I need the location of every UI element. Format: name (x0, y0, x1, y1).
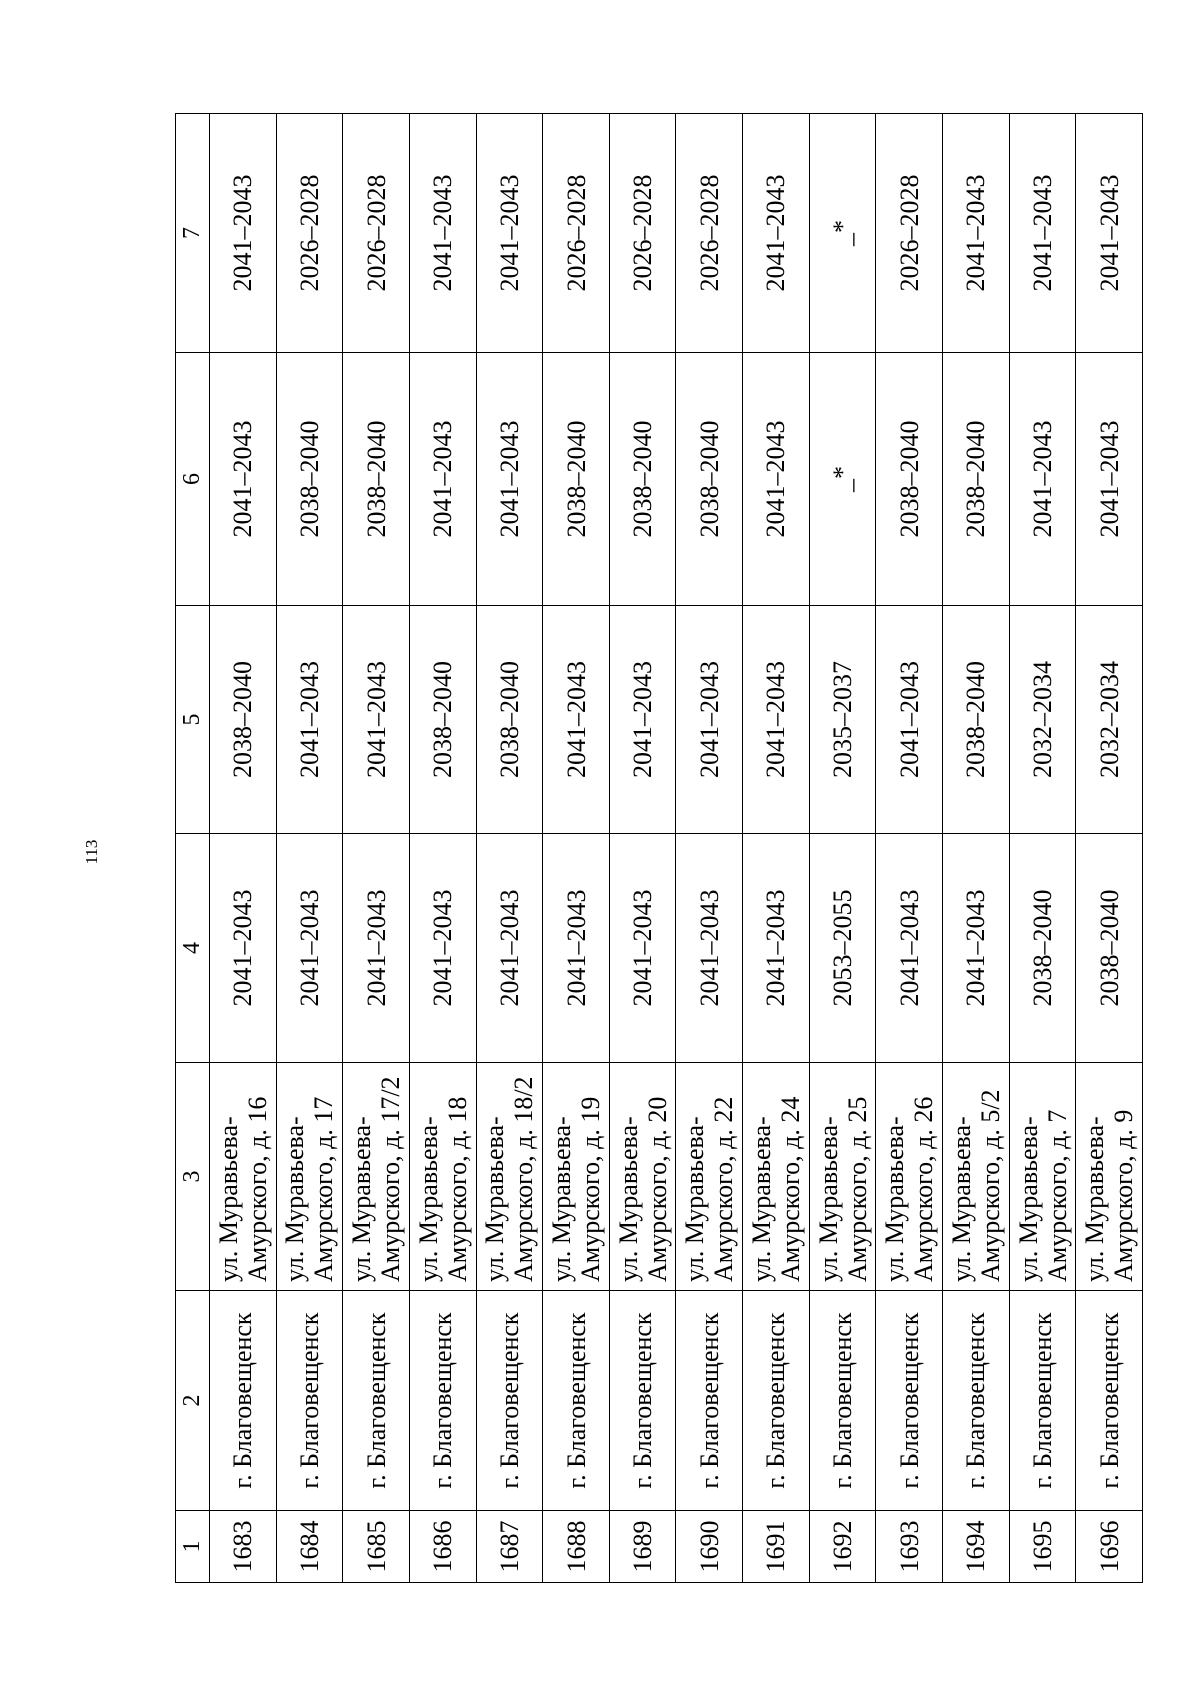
period-cell-col5: 2041–2043 (343, 606, 410, 834)
address-street-line: ул. Муравьева- (880, 1116, 910, 1282)
row-number-cell: 1696 (1076, 1511, 1143, 1583)
period-cell-col7: 2041–2043 (943, 114, 1010, 353)
period-cell-col4: 2041–2043 (676, 834, 743, 1063)
period-cell-col4: 2041–2043 (876, 834, 943, 1063)
period-cell-col6: 2038–2040 (276, 353, 343, 606)
table-row (409, 114, 476, 1583)
period-cell-col4: 2053–2055 (809, 834, 876, 1063)
period-cell-col6: _* (809, 353, 876, 606)
address-house-line: Амурского, д. 25 (842, 1096, 872, 1282)
city-cell: г. Благовещенск (543, 1291, 610, 1511)
address-house-line: Амурского, д. 22 (709, 1096, 739, 1282)
address-cell (809, 1063, 876, 1291)
period-cell-col4: 2041–2043 (343, 834, 410, 1063)
period-cell-col4: 2038–2040 (1076, 834, 1143, 1063)
period-cell-col6: 2038–2040 (609, 353, 676, 606)
period-cell-col5: 2038–2040 (409, 606, 476, 834)
address-street-line: ул. Муравьева- (1080, 1116, 1110, 1282)
address-cell (476, 1063, 543, 1291)
period-cell-col6: 2038–2040 (543, 353, 610, 606)
row-number-cell: 1689 (609, 1511, 676, 1583)
column-header: 7 (176, 114, 210, 353)
column-header: 1 (176, 1511, 210, 1583)
address-street-line: ул. Муравьева- (280, 1116, 310, 1282)
address-street-line: ул. Муравьева- (946, 1116, 976, 1282)
city-cell: г. Благовещенск (943, 1291, 1010, 1511)
address-street-line: ул. Муравьева- (480, 1116, 510, 1282)
city-cell: г. Благовещенск (876, 1291, 943, 1511)
address-cell (876, 1063, 943, 1291)
table-row (276, 114, 343, 1583)
address-street-line: ул. Муравьева- (813, 1116, 843, 1282)
row-number-cell: 1687 (476, 1511, 543, 1583)
table-row (876, 114, 943, 1583)
period-cell-col7: 2041–2043 (1009, 114, 1076, 353)
address-house-line: Амурского, д. 20 (642, 1096, 672, 1282)
address-cell (543, 1063, 610, 1291)
city-cell: г. Благовещенск (409, 1291, 476, 1511)
row-number-cell: 1692 (809, 1511, 876, 1583)
table-row (943, 114, 1010, 1583)
address-cell (943, 1063, 1010, 1291)
address-cell (676, 1063, 743, 1291)
city-cell: г. Благовещенск (343, 1291, 410, 1511)
period-cell-col5: 2041–2043 (743, 606, 810, 834)
address-house-line: Амурского, д. 18/2 (509, 1076, 539, 1282)
period-cell-col4: 2038–2040 (1009, 834, 1076, 1063)
address-cell (1076, 1063, 1143, 1291)
address-street-line: ул. Муравьева- (1013, 1116, 1043, 1282)
city-cell: г. Благовещенск (743, 1291, 810, 1511)
period-cell-col4: 2041–2043 (409, 834, 476, 1063)
address-house-line: Амурского, д. 18 (442, 1096, 472, 1282)
period-cell-col6: 2038–2040 (676, 353, 743, 606)
period-cell-col4: 2041–2043 (210, 834, 277, 1063)
period-cell-col6: 2041–2043 (210, 353, 277, 606)
city-cell: г. Благовещенск (210, 1291, 277, 1511)
period-cell-col4: 2041–2043 (543, 834, 610, 1063)
table-body (210, 114, 1143, 1583)
city-cell: г. Благовещенск (809, 1291, 876, 1511)
period-cell-col5: 2041–2043 (676, 606, 743, 834)
period-cell-col5: 2041–2043 (876, 606, 943, 834)
row-number-cell: 1694 (943, 1511, 1010, 1583)
address-cell (343, 1063, 410, 1291)
period-cell-col7: 2041–2043 (476, 114, 543, 353)
address-house-line: Амурского, д. 19 (576, 1096, 606, 1282)
period-cell-col4: 2041–2043 (943, 834, 1010, 1063)
period-cell-col7: 2026–2028 (343, 114, 410, 353)
period-cell-col6: 2041–2043 (1076, 353, 1143, 606)
city-cell: г. Благовещенск (276, 1291, 343, 1511)
address-cell (210, 1063, 277, 1291)
row-number-cell: 1683 (210, 1511, 277, 1583)
period-cell-col4: 2041–2043 (276, 834, 343, 1063)
address-house-line: Амурского, д. 17 (309, 1096, 339, 1282)
column-header: 5 (176, 606, 210, 834)
address-house-line: Амурского, д. 5/2 (975, 1089, 1005, 1282)
address-street-line: ул. Муравьева- (547, 1116, 577, 1282)
row-number-cell: 1685 (343, 1511, 410, 1583)
address-cell (743, 1063, 810, 1291)
period-cell-col4: 2041–2043 (476, 834, 543, 1063)
page-number: 113 (82, 839, 101, 865)
table-row (609, 114, 676, 1583)
table-row (476, 114, 543, 1583)
address-cell (276, 1063, 343, 1291)
period-cell-col6: 2041–2043 (409, 353, 476, 606)
period-cell-col4: 2041–2043 (743, 834, 810, 1063)
period-cell-col5: 2032–2034 (1009, 606, 1076, 834)
period-cell-col5: 2038–2040 (210, 606, 277, 834)
table-row (676, 114, 743, 1583)
city-cell: г. Благовещенск (1076, 1291, 1143, 1511)
address-cell (609, 1063, 676, 1291)
table-row (210, 114, 277, 1583)
city-cell: г. Благовещенск (676, 1291, 743, 1511)
address-house-line: Амурского, д. 24 (775, 1096, 805, 1282)
address-street-line: ул. Муравьева- (413, 1116, 443, 1282)
period-cell-col7: 2026–2028 (609, 114, 676, 353)
period-cell-col5: 2038–2040 (476, 606, 543, 834)
data-table (175, 113, 1143, 1583)
address-house-line: Амурского, д. 26 (909, 1096, 939, 1282)
period-cell-col5: 2041–2043 (543, 606, 610, 834)
address-cell (1009, 1063, 1076, 1291)
period-cell-col6: 2041–2043 (476, 353, 543, 606)
table-row (1076, 114, 1143, 1583)
table-row (743, 114, 810, 1583)
address-house-line: Амурского, д. 17/2 (376, 1076, 406, 1282)
address-house-line: Амурского, д. 16 (242, 1096, 272, 1282)
address-street-line: ул. Муравьева- (680, 1116, 710, 1282)
period-cell-col7: 2041–2043 (409, 114, 476, 353)
row-number-cell: 1686 (409, 1511, 476, 1583)
address-house-line: Амурского, д. 9 (1109, 1109, 1139, 1282)
table-area (175, 114, 1143, 1583)
column-header: 6 (176, 353, 210, 606)
table-row (1009, 114, 1076, 1583)
row-number-cell: 1684 (276, 1511, 343, 1583)
period-cell-col5: 2038–2040 (943, 606, 1010, 834)
row-number-cell: 1690 (676, 1511, 743, 1583)
period-cell-col6: 2038–2040 (876, 353, 943, 606)
row-number-cell: 1693 (876, 1511, 943, 1583)
address-house-line: Амурского, д. 7 (1042, 1109, 1072, 1282)
period-cell-col5: 2035–2037 (809, 606, 876, 834)
column-header: 3 (176, 1063, 210, 1291)
column-header: 4 (176, 834, 210, 1063)
row-number-cell: 1691 (743, 1511, 810, 1583)
period-cell-col5: 2032–2034 (1076, 606, 1143, 834)
table-row (343, 114, 410, 1583)
table-row (809, 114, 876, 1583)
table-row (543, 114, 610, 1583)
period-cell-col6: 2041–2043 (743, 353, 810, 606)
address-street-line: ул. Муравьева- (613, 1116, 643, 1282)
period-cell-col6: 2038–2040 (343, 353, 410, 606)
period-cell-col7: 2041–2043 (210, 114, 277, 353)
address-street-line: ул. Муравьева- (213, 1116, 243, 1282)
address-cell (409, 1063, 476, 1291)
period-cell-col7: _* (809, 114, 876, 353)
address-street-line: ул. Муравьева- (746, 1116, 776, 1282)
period-cell-col6: 2038–2040 (943, 353, 1010, 606)
header-row (176, 114, 210, 1583)
city-cell: г. Благовещенск (609, 1291, 676, 1511)
period-cell-col7: 2026–2028 (276, 114, 343, 353)
column-header: 2 (176, 1291, 210, 1511)
city-cell: г. Благовещенск (1009, 1291, 1076, 1511)
period-cell-col7: 2026–2028 (543, 114, 610, 353)
row-number-cell: 1688 (543, 1511, 610, 1583)
period-cell-col7: 2026–2028 (876, 114, 943, 353)
period-cell-col5: 2041–2043 (276, 606, 343, 834)
period-cell-col7: 2041–2043 (1076, 114, 1143, 353)
period-cell-col6: 2041–2043 (1009, 353, 1076, 606)
period-cell-col5: 2041–2043 (609, 606, 676, 834)
address-street-line: ул. Муравьева- (347, 1116, 377, 1282)
period-cell-col7: 2026–2028 (676, 114, 743, 353)
period-cell-col4: 2041–2043 (609, 834, 676, 1063)
period-cell-col7: 2041–2043 (743, 114, 810, 353)
row-number-cell: 1695 (1009, 1511, 1076, 1583)
city-cell: г. Благовещенск (476, 1291, 543, 1511)
